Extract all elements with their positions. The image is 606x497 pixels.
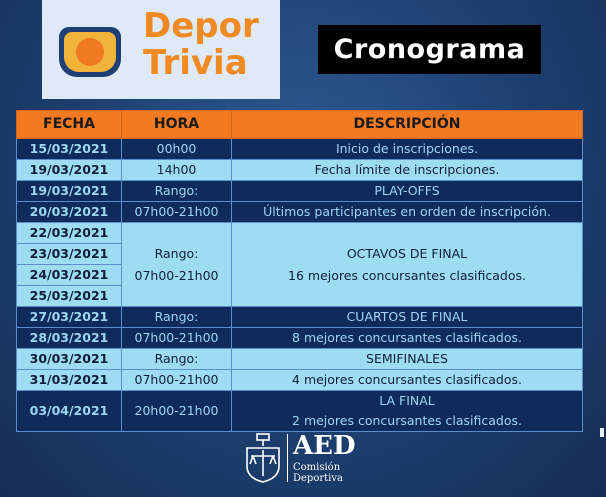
table-row — [17, 139, 583, 160]
stage-title-cell: SEMIFINALES — [232, 349, 583, 370]
date-cell: 19/03/2021 — [17, 160, 122, 181]
header-descripcion: DESCRIPCIÓN — [232, 111, 583, 139]
description-cell — [232, 223, 583, 307]
stage-title-cell: PLAY-OFFS — [232, 181, 583, 202]
date-cell: 31/03/2021 — [17, 370, 122, 391]
shield-icon — [59, 27, 121, 77]
time-cell: 14h00 — [122, 160, 232, 181]
table-row — [17, 223, 583, 244]
description-cell: Inicio de inscripciones. — [232, 139, 583, 160]
description-cell — [232, 391, 583, 432]
date-cell: 24/03/2021 — [17, 265, 122, 286]
time-cell: 00h00 — [122, 139, 232, 160]
table-row — [17, 202, 583, 223]
page-title: Cronograma — [318, 25, 541, 74]
time-range: 07h00-21h00 — [134, 267, 219, 283]
aed-logo — [243, 432, 373, 487]
stage-detail-cell: Últimos participantes en orden de inscripción. — [232, 202, 583, 223]
date-cell: 23/03/2021 — [17, 244, 122, 265]
table-row — [17, 391, 583, 432]
time-cell — [122, 223, 232, 307]
table-row — [17, 349, 583, 370]
org-acronym: AED — [293, 431, 356, 461]
table-header-row — [17, 111, 583, 139]
logo-wordmark — [143, 8, 278, 82]
stage-detail: 2 mejores concursantes clasificados. — [292, 413, 522, 428]
time-label-cell: Rango: — [122, 307, 232, 328]
edge-mark — [600, 428, 604, 437]
date-cell: 15/03/2021 — [17, 139, 122, 160]
header-hora: HORA — [122, 111, 232, 139]
time-label: Rango: — [154, 245, 199, 261]
time-label-cell: Rango: — [122, 181, 232, 202]
logo-line-1: Depor — [143, 6, 259, 46]
time-range-cell: 07h00-21h00 — [122, 328, 232, 349]
date-cell: 30/03/2021 — [17, 349, 122, 370]
logo-line-2: Trivia — [143, 43, 248, 83]
stage-title: OCTAVOS DE FINAL — [346, 245, 468, 261]
table-row — [17, 370, 583, 391]
schedule-table — [16, 110, 583, 432]
time-range-cell: 07h00-21h00 — [122, 202, 232, 223]
crest-icon — [243, 432, 283, 484]
table-row — [17, 160, 583, 181]
logo-divider — [287, 434, 288, 482]
table-row — [17, 181, 583, 202]
description-cell: Fecha límite de inscripciones. — [232, 160, 583, 181]
org-name-line-2: Deportiva — [293, 473, 343, 484]
stage-title-cell: CUARTOS DE FINAL — [232, 307, 583, 328]
date-cell: 25/03/2021 — [17, 286, 122, 307]
date-cell: 27/03/2021 — [17, 307, 122, 328]
org-name — [293, 462, 343, 484]
stage-detail-cell: 8 mejores concursantes clasificados. — [232, 328, 583, 349]
header-fecha: FECHA — [17, 111, 122, 139]
time-cell: 20h00-21h00 — [122, 391, 232, 432]
table-row — [17, 307, 583, 328]
date-cell: 03/04/2021 — [17, 391, 122, 432]
date-cell: 28/03/2021 — [17, 328, 122, 349]
stage-detail-cell: 4 mejores concursantes clasificados. — [232, 370, 583, 391]
table-row — [17, 328, 583, 349]
time-label-cell: Rango: — [122, 349, 232, 370]
date-cell: 22/03/2021 — [17, 223, 122, 244]
deportrivia-logo — [42, 0, 280, 99]
date-cell: 19/03/2021 — [17, 181, 122, 202]
time-range-cell: 07h00-21h00 — [122, 370, 232, 391]
stage-title: LA FINAL — [379, 393, 435, 408]
stage-detail: 16 mejores concursantes clasificados. — [288, 267, 526, 283]
date-cell: 20/03/2021 — [17, 202, 122, 223]
org-name-line-1: Comisión — [293, 462, 341, 473]
